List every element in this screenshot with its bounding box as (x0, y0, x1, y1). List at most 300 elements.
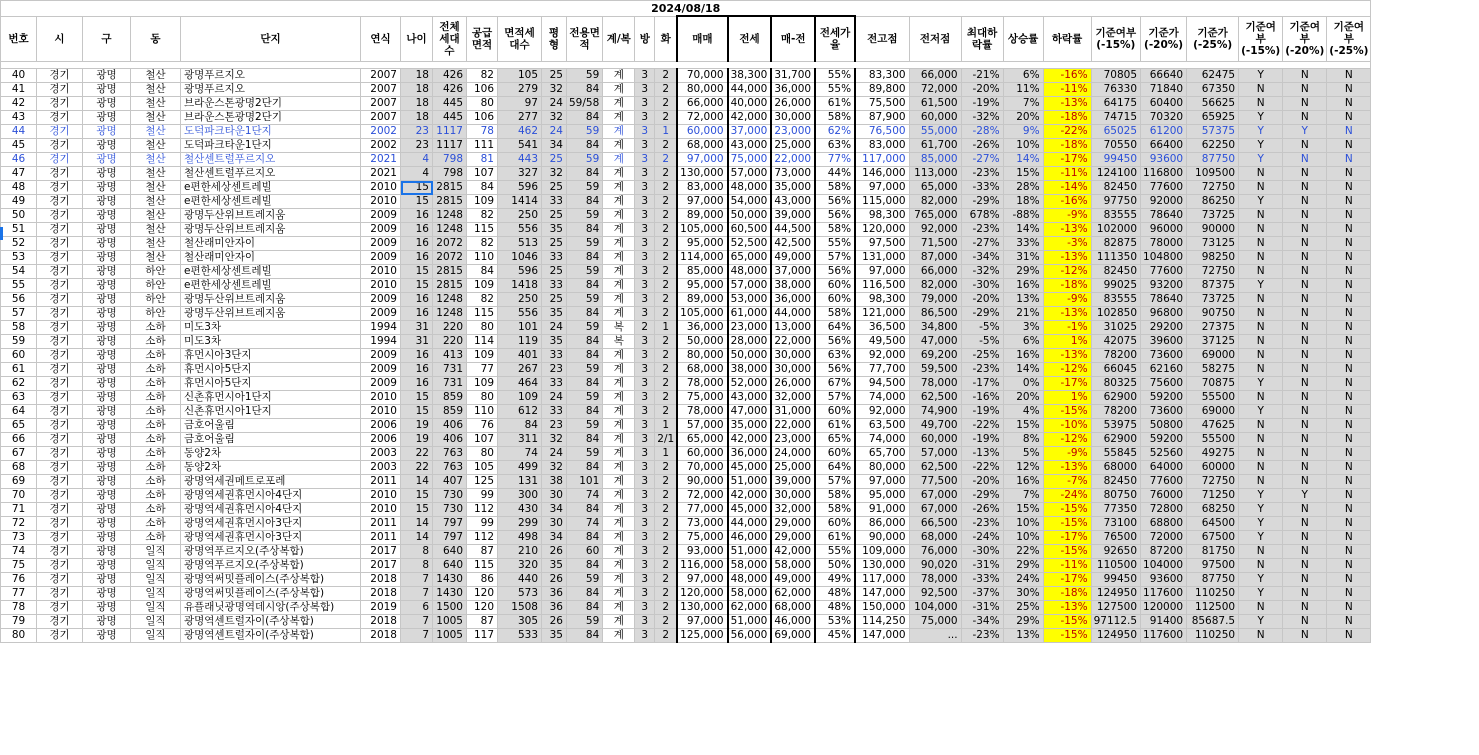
cell-나이[interactable]: 16 (401, 363, 433, 377)
cell-동[interactable]: 철산 (131, 195, 181, 209)
cell-동[interactable]: 철산 (131, 125, 181, 139)
cell-기준여부15[interactable]: 74715 (1091, 111, 1140, 125)
cell-나이[interactable]: 23 (401, 139, 433, 153)
cell-시[interactable]: 경기 (37, 587, 83, 601)
cell-방[interactable]: 3 (635, 125, 655, 139)
cell-기준가20[interactable]: 60400 (1141, 97, 1187, 111)
cell-동[interactable]: 하안 (131, 293, 181, 307)
cell-화[interactable]: 1 (655, 447, 677, 461)
cell-상승률[interactable]: -88% (1003, 209, 1043, 223)
cell-기준여부15[interactable]: 78200 (1091, 405, 1140, 419)
cell-단지[interactable]: 동양2차 (181, 447, 361, 461)
table-row[interactable] (1, 447, 1371, 461)
cell-기준여부15[interactable]: 124950 (1091, 629, 1140, 643)
cell-나이[interactable]: 22 (401, 461, 433, 475)
cell-전고점[interactable]: 97,500 (855, 237, 909, 251)
cell-면적세대수[interactable]: 74 (498, 447, 542, 461)
table-row[interactable] (1, 181, 1371, 195)
cell-전용면적[interactable]: 74 (567, 489, 603, 503)
cell-나이[interactable]: 19 (401, 419, 433, 433)
cell-연식[interactable]: 2010 (361, 489, 401, 503)
cell-구[interactable]: 광명 (83, 601, 131, 615)
cell-기준가20[interactable]: 64000 (1141, 461, 1187, 475)
cell-매매[interactable]: 83,000 (677, 181, 727, 195)
cell-단지[interactable]: 광명역세권휴먼시아4단지 (181, 489, 361, 503)
cell-전세가율[interactable]: 64% (815, 461, 855, 475)
cell-매매[interactable]: 125,000 (677, 629, 727, 643)
cell-구[interactable]: 광명 (83, 223, 131, 237)
cell-연식[interactable]: 2018 (361, 587, 401, 601)
cell-전세가율[interactable]: 48% (815, 601, 855, 615)
cell-매전[interactable]: 23,000 (771, 125, 815, 139)
cell-번호[interactable]: 55 (1, 279, 37, 293)
cell-전세가율[interactable]: 60% (815, 517, 855, 531)
cell-전세[interactable]: 51,000 (728, 615, 772, 629)
cell-기준여부25[interactable]: N (1327, 265, 1371, 279)
cell-나이[interactable]: 16 (401, 377, 433, 391)
cell-시[interactable]: 경기 (37, 391, 83, 405)
cell-기준여부15[interactable]: 83555 (1091, 293, 1140, 307)
cell-기준여부15[interactable]: N (1239, 293, 1283, 307)
cell-구[interactable]: 광명 (83, 307, 131, 321)
cell-기준여부25[interactable]: N (1327, 587, 1371, 601)
cell-전체세대수[interactable]: 859 (433, 405, 467, 419)
cell-나이[interactable]: 18 (401, 97, 433, 111)
cell-하락률[interactable]: 1% (1043, 391, 1091, 405)
cell-기준여부15[interactable]: 82450 (1091, 181, 1140, 195)
cell-연식[interactable]: 2007 (361, 111, 401, 125)
cell-동[interactable]: 철산 (131, 83, 181, 97)
cell-매매[interactable]: 89,000 (677, 209, 727, 223)
cell-전고점[interactable]: 89,800 (855, 83, 909, 97)
cell-전고점[interactable]: 150,000 (855, 601, 909, 615)
cell-연식[interactable]: 2009 (361, 251, 401, 265)
cell-면적세대수[interactable]: 327 (498, 167, 542, 181)
cell-기준여부25[interactable]: N (1327, 475, 1371, 489)
cell-시[interactable]: 경기 (37, 349, 83, 363)
cell-매전[interactable]: 42,500 (771, 237, 815, 251)
cell-기준여부15[interactable]: N (1239, 223, 1283, 237)
cell-화[interactable]: 2 (655, 223, 677, 237)
cell-면적세대수[interactable]: 596 (498, 265, 542, 279)
cell-화[interactable]: 2 (655, 601, 677, 615)
cell-전고점[interactable]: 77,700 (855, 363, 909, 377)
cell-방[interactable]: 3 (635, 601, 655, 615)
cell-평형[interactable]: 25 (542, 293, 567, 307)
cell-전세가율[interactable]: 53% (815, 615, 855, 629)
cell-시[interactable]: 경기 (37, 97, 83, 111)
cell-전체세대수[interactable]: 1005 (433, 629, 467, 643)
cell-면적세대수[interactable]: 556 (498, 307, 542, 321)
cell-하락률[interactable]: -15% (1043, 615, 1091, 629)
cell-매매[interactable]: 68,000 (677, 363, 727, 377)
cell-전고점[interactable]: 121,000 (855, 307, 909, 321)
cell-기준여부15[interactable]: N (1239, 391, 1283, 405)
cell-기준여부25[interactable]: N (1327, 489, 1371, 503)
cell-나이[interactable]: 19 (401, 433, 433, 447)
cell-기준가20[interactable]: 117600 (1141, 587, 1187, 601)
cell-전고점[interactable]: 131,000 (855, 251, 909, 265)
cell-평형[interactable]: 33 (542, 349, 567, 363)
table-row[interactable] (1, 167, 1371, 181)
cell-전고점[interactable]: 76,500 (855, 125, 909, 139)
cell-시[interactable]: 경기 (37, 251, 83, 265)
cell-연식[interactable]: 2009 (361, 377, 401, 391)
cell-평형[interactable]: 26 (542, 545, 567, 559)
cell-최대하락률[interactable]: -29% (961, 489, 1003, 503)
cell-전저점[interactable]: 74,900 (909, 405, 961, 419)
cell-기준여부15[interactable]: 124950 (1091, 587, 1140, 601)
cell-계복[interactable]: 계 (603, 615, 635, 629)
cell-하락률[interactable]: -10% (1043, 419, 1091, 433)
cell-계복[interactable]: 계 (603, 489, 635, 503)
cell-동[interactable]: 소하 (131, 503, 181, 517)
cell-기준가20[interactable]: 78640 (1141, 293, 1187, 307)
cell-전체세대수[interactable]: 1117 (433, 125, 467, 139)
cell-상승률[interactable]: 30% (1003, 587, 1043, 601)
cell-전세가율[interactable]: 55% (815, 69, 855, 83)
cell-번호[interactable]: 41 (1, 83, 37, 97)
cell-면적세대수[interactable]: 131 (498, 475, 542, 489)
cell-면적세대수[interactable]: 464 (498, 377, 542, 391)
cell-기준여부15[interactable]: 78200 (1091, 349, 1140, 363)
cell-매전[interactable]: 31,700 (771, 69, 815, 83)
cell-매전[interactable]: 31,000 (771, 405, 815, 419)
cell-화[interactable]: 2 (655, 69, 677, 83)
cell-기준가25[interactable]: 81750 (1187, 545, 1239, 559)
cell-전체세대수[interactable]: 407 (433, 475, 467, 489)
cell-전용면적[interactable]: 59 (567, 181, 603, 195)
cell-단지[interactable]: 신촌휴먼시아1단지 (181, 405, 361, 419)
cell-전고점[interactable]: 97,000 (855, 475, 909, 489)
cell-하락률[interactable]: -15% (1043, 405, 1091, 419)
cell-단지[interactable]: 광명역써밋플레이스(주상복합) (181, 587, 361, 601)
cell-기준여부20[interactable]: N (1283, 587, 1327, 601)
cell-매매[interactable]: 114,000 (677, 251, 727, 265)
cell-기준여부25[interactable]: N (1327, 419, 1371, 433)
cell-단지[interactable]: 브라운스톤광명2단기 (181, 111, 361, 125)
cell-전체세대수[interactable]: 406 (433, 419, 467, 433)
cell-전용면적[interactable]: 84 (567, 83, 603, 97)
cell-면적세대수[interactable]: 513 (498, 237, 542, 251)
cell-전용면적[interactable]: 84 (567, 111, 603, 125)
cell-기준가20[interactable]: 52560 (1141, 447, 1187, 461)
cell-평형[interactable]: 32 (542, 433, 567, 447)
cell-전세[interactable]: 44,000 (728, 517, 772, 531)
cell-기준여부15[interactable]: N (1239, 349, 1283, 363)
cell-기준가25[interactable]: 49275 (1187, 447, 1239, 461)
cell-기준여부25[interactable]: N (1327, 125, 1371, 139)
cell-평형[interactable]: 24 (542, 125, 567, 139)
cell-전세가율[interactable]: 62% (815, 125, 855, 139)
cell-동[interactable]: 소하 (131, 489, 181, 503)
cell-시[interactable]: 경기 (37, 489, 83, 503)
cell-기준여부20[interactable]: N (1283, 419, 1327, 433)
cell-번호[interactable]: 59 (1, 335, 37, 349)
cell-구[interactable]: 광명 (83, 545, 131, 559)
cell-매매[interactable]: 70,000 (677, 461, 727, 475)
cell-연식[interactable]: 2011 (361, 517, 401, 531)
cell-연식[interactable]: 2010 (361, 195, 401, 209)
cell-전세[interactable]: 51,000 (728, 545, 772, 559)
cell-매매[interactable]: 95,000 (677, 279, 727, 293)
cell-기준여부25[interactable]: N (1327, 377, 1371, 391)
cell-전고점[interactable]: 120,000 (855, 223, 909, 237)
cell-전세가율[interactable]: 61% (815, 97, 855, 111)
cell-전저점[interactable]: 78,000 (909, 573, 961, 587)
cell-상승률[interactable]: 10% (1003, 139, 1043, 153)
cell-기준여부25[interactable]: N (1327, 461, 1371, 475)
cell-평형[interactable]: 25 (542, 237, 567, 251)
cell-시[interactable]: 경기 (37, 629, 83, 643)
cell-전저점[interactable]: 67,000 (909, 489, 961, 503)
cell-방[interactable]: 3 (635, 167, 655, 181)
cell-매전[interactable]: 73,000 (771, 167, 815, 181)
cell-평형[interactable]: 24 (542, 391, 567, 405)
cell-전용면적[interactable]: 59 (567, 447, 603, 461)
cell-기준가25[interactable]: 70875 (1187, 377, 1239, 391)
cell-기준가25[interactable]: 86250 (1187, 195, 1239, 209)
cell-전저점[interactable]: 47,000 (909, 335, 961, 349)
cell-기준여부15[interactable]: 70550 (1091, 139, 1140, 153)
cell-기준여부25[interactable]: N (1327, 545, 1371, 559)
cell-최대하락률[interactable]: -24% (961, 531, 1003, 545)
cell-면적세대수[interactable]: 573 (498, 587, 542, 601)
cell-화[interactable]: 2 (655, 531, 677, 545)
cell-매전[interactable]: 46,000 (771, 615, 815, 629)
cell-단지[interactable]: e편한세상센트레빌 (181, 265, 361, 279)
cell-기준여부15[interactable]: N (1239, 167, 1283, 181)
cell-면적세대수[interactable]: 105 (498, 69, 542, 83)
cell-최대하락률[interactable]: -13% (961, 447, 1003, 461)
cell-구[interactable]: 광명 (83, 83, 131, 97)
cell-시[interactable]: 경기 (37, 181, 83, 195)
cell-계복[interactable]: 계 (603, 69, 635, 83)
cell-기준여부20[interactable]: N (1283, 531, 1327, 545)
cell-단지[interactable]: 브라운스톤광명2단기 (181, 97, 361, 111)
cell-전용면적[interactable]: 84 (567, 461, 603, 475)
cell-번호[interactable]: 62 (1, 377, 37, 391)
cell-하락률[interactable]: -17% (1043, 153, 1091, 167)
cell-번호[interactable]: 80 (1, 629, 37, 643)
cell-나이[interactable]: 14 (401, 517, 433, 531)
cell-전체세대수[interactable]: 220 (433, 335, 467, 349)
cell-전고점[interactable]: 98,300 (855, 293, 909, 307)
cell-기준여부25[interactable]: N (1327, 503, 1371, 517)
cell-기준가25[interactable]: 71250 (1187, 489, 1239, 503)
cell-기준여부15[interactable]: N (1239, 335, 1283, 349)
cell-공급면적[interactable]: 115 (467, 307, 498, 321)
cell-전고점[interactable]: 49,500 (855, 335, 909, 349)
cell-구[interactable]: 광명 (83, 195, 131, 209)
cell-단지[interactable]: 광명역센트럴자이(주상복합) (181, 629, 361, 643)
cell-전체세대수[interactable]: 445 (433, 111, 467, 125)
cell-상승률[interactable]: 22% (1003, 545, 1043, 559)
cell-방[interactable]: 3 (635, 335, 655, 349)
cell-전용면적[interactable]: 84 (567, 405, 603, 419)
cell-방[interactable]: 3 (635, 293, 655, 307)
cell-전용면적[interactable]: 84 (567, 195, 603, 209)
cell-최대하락률[interactable]: -21% (961, 69, 1003, 83)
cell-전저점[interactable]: 82,000 (909, 195, 961, 209)
cell-공급면적[interactable]: 86 (467, 573, 498, 587)
cell-계복[interactable]: 계 (603, 363, 635, 377)
cell-매매[interactable]: 80,000 (677, 349, 727, 363)
cell-연식[interactable]: 2021 (361, 153, 401, 167)
cell-구[interactable]: 광명 (83, 419, 131, 433)
cell-전용면적[interactable]: 59 (567, 209, 603, 223)
cell-공급면적[interactable]: 106 (467, 111, 498, 125)
cell-기준여부15[interactable]: Y (1239, 279, 1283, 293)
cell-화[interactable]: 2 (655, 391, 677, 405)
cell-기준가25[interactable]: 110250 (1187, 629, 1239, 643)
cell-전세가율[interactable]: 56% (815, 335, 855, 349)
cell-시[interactable]: 경기 (37, 531, 83, 545)
cell-기준가25[interactable]: 67350 (1187, 83, 1239, 97)
cell-구[interactable]: 광명 (83, 433, 131, 447)
cell-기준여부15[interactable]: 97112.5 (1091, 615, 1140, 629)
table-row[interactable] (1, 209, 1371, 223)
table-row[interactable] (1, 475, 1371, 489)
cell-계복[interactable]: 계 (603, 391, 635, 405)
table-row[interactable] (1, 265, 1371, 279)
cell-연식[interactable]: 2018 (361, 573, 401, 587)
cell-화[interactable]: 2 (655, 587, 677, 601)
cell-동[interactable]: 철산 (131, 237, 181, 251)
cell-동[interactable]: 일직 (131, 545, 181, 559)
cell-매전[interactable]: 22,000 (771, 153, 815, 167)
cell-기준가25[interactable]: 68250 (1187, 503, 1239, 517)
cell-전저점[interactable]: 61,700 (909, 139, 961, 153)
cell-매전[interactable]: 13,000 (771, 321, 815, 335)
cell-동[interactable]: 소하 (131, 349, 181, 363)
cell-기준가25[interactable]: 62250 (1187, 139, 1239, 153)
cell-전고점[interactable]: 92,000 (855, 405, 909, 419)
cell-나이[interactable]: 15 (401, 265, 433, 279)
cell-나이[interactable]: 22 (401, 447, 433, 461)
cell-하락률[interactable]: -22% (1043, 125, 1091, 139)
cell-전체세대수[interactable]: 1005 (433, 615, 467, 629)
cell-매전[interactable]: 38,000 (771, 279, 815, 293)
cell-방[interactable]: 3 (635, 97, 655, 111)
cell-평형[interactable]: 26 (542, 615, 567, 629)
cell-전세가율[interactable]: 56% (815, 209, 855, 223)
cell-평형[interactable]: 30 (542, 489, 567, 503)
cell-전저점[interactable]: 86,500 (909, 307, 961, 321)
cell-시[interactable]: 경기 (37, 167, 83, 181)
cell-시[interactable]: 경기 (37, 209, 83, 223)
cell-전체세대수[interactable]: 2815 (433, 195, 467, 209)
cell-기준가25[interactable]: 60000 (1187, 461, 1239, 475)
cell-하락률[interactable]: -11% (1043, 559, 1091, 573)
cell-전세가율[interactable]: 61% (815, 531, 855, 545)
cell-전체세대수[interactable]: 413 (433, 349, 467, 363)
cell-전세[interactable]: 42,000 (728, 489, 772, 503)
cell-화[interactable]: 2 (655, 503, 677, 517)
cell-시[interactable]: 경기 (37, 461, 83, 475)
cell-전용면적[interactable]: 59 (567, 321, 603, 335)
cell-연식[interactable]: 2010 (361, 265, 401, 279)
cell-구[interactable]: 광명 (83, 321, 131, 335)
cell-방[interactable]: 3 (635, 209, 655, 223)
table-row[interactable] (1, 111, 1371, 125)
table-row[interactable] (1, 293, 1371, 307)
cell-전저점[interactable]: 49,700 (909, 419, 961, 433)
cell-단지[interactable]: 광명역써밋플레이스(주상복합) (181, 573, 361, 587)
cell-전용면적[interactable]: 84 (567, 139, 603, 153)
cell-전저점[interactable]: 61,500 (909, 97, 961, 111)
cell-면적세대수[interactable]: 101 (498, 321, 542, 335)
cell-방[interactable]: 3 (635, 503, 655, 517)
cell-기준가20[interactable]: 72800 (1141, 503, 1187, 517)
cell-계복[interactable]: 계 (603, 97, 635, 111)
cell-전용면적[interactable]: 74 (567, 517, 603, 531)
cell-전고점[interactable]: 147,000 (855, 629, 909, 643)
cell-전세[interactable]: 61,000 (728, 307, 772, 321)
cell-면적세대수[interactable]: 596 (498, 181, 542, 195)
cell-매매[interactable]: 116,000 (677, 559, 727, 573)
cell-하락률[interactable]: -13% (1043, 601, 1091, 615)
cell-기준여부15[interactable]: 73100 (1091, 517, 1140, 531)
table-row[interactable] (1, 503, 1371, 517)
cell-기준여부20[interactable]: N (1283, 629, 1327, 643)
cell-최대하락률[interactable]: -22% (961, 461, 1003, 475)
cell-기준여부15[interactable]: N (1239, 601, 1283, 615)
cell-매매[interactable]: 130,000 (677, 167, 727, 181)
cell-상승률[interactable]: 21% (1003, 307, 1043, 321)
cell-공급면적[interactable]: 120 (467, 601, 498, 615)
cell-구[interactable]: 광명 (83, 279, 131, 293)
cell-면적세대수[interactable]: 401 (498, 349, 542, 363)
cell-전세가율[interactable]: 58% (815, 111, 855, 125)
cell-전세가율[interactable]: 60% (815, 279, 855, 293)
cell-연식[interactable]: 2010 (361, 181, 401, 195)
cell-공급면적[interactable]: 99 (467, 517, 498, 531)
cell-기준여부20[interactable]: N (1283, 447, 1327, 461)
cell-전용면적[interactable]: 59 (567, 125, 603, 139)
cell-단지[interactable]: e편한세상센트레빌 (181, 279, 361, 293)
cell-동[interactable]: 소하 (131, 531, 181, 545)
cell-번호[interactable]: 61 (1, 363, 37, 377)
cell-매전[interactable]: 24,000 (771, 447, 815, 461)
cell-방[interactable]: 3 (635, 223, 655, 237)
cell-구[interactable]: 광명 (83, 363, 131, 377)
cell-최대하락률[interactable]: -29% (961, 307, 1003, 321)
cell-전체세대수[interactable]: 1248 (433, 223, 467, 237)
cell-상승률[interactable]: 29% (1003, 265, 1043, 279)
table-row[interactable] (1, 419, 1371, 433)
cell-전체세대수[interactable]: 1500 (433, 601, 467, 615)
cell-기준여부25[interactable]: N (1327, 181, 1371, 195)
cell-전세[interactable]: 45,000 (728, 503, 772, 517)
cell-기준여부25[interactable]: N (1327, 517, 1371, 531)
cell-단지[interactable]: 광명역세권휴먼시아4단지 (181, 503, 361, 517)
cell-기준여부20[interactable]: N (1283, 461, 1327, 475)
cell-계복[interactable]: 계 (603, 531, 635, 545)
cell-매전[interactable]: 69,000 (771, 629, 815, 643)
cell-전세[interactable]: 75,000 (728, 153, 772, 167)
cell-전저점[interactable]: 66,000 (909, 265, 961, 279)
cell-기준가25[interactable]: 58275 (1187, 363, 1239, 377)
cell-최대하락률[interactable]: -23% (961, 629, 1003, 643)
cell-매매[interactable]: 75,000 (677, 391, 727, 405)
cell-평형[interactable]: 25 (542, 181, 567, 195)
cell-계복[interactable]: 계 (603, 125, 635, 139)
cell-매매[interactable]: 72,000 (677, 489, 727, 503)
cell-최대하락률[interactable]: -26% (961, 503, 1003, 517)
cell-연식[interactable]: 2009 (361, 293, 401, 307)
cell-최대하락률[interactable]: -23% (961, 517, 1003, 531)
